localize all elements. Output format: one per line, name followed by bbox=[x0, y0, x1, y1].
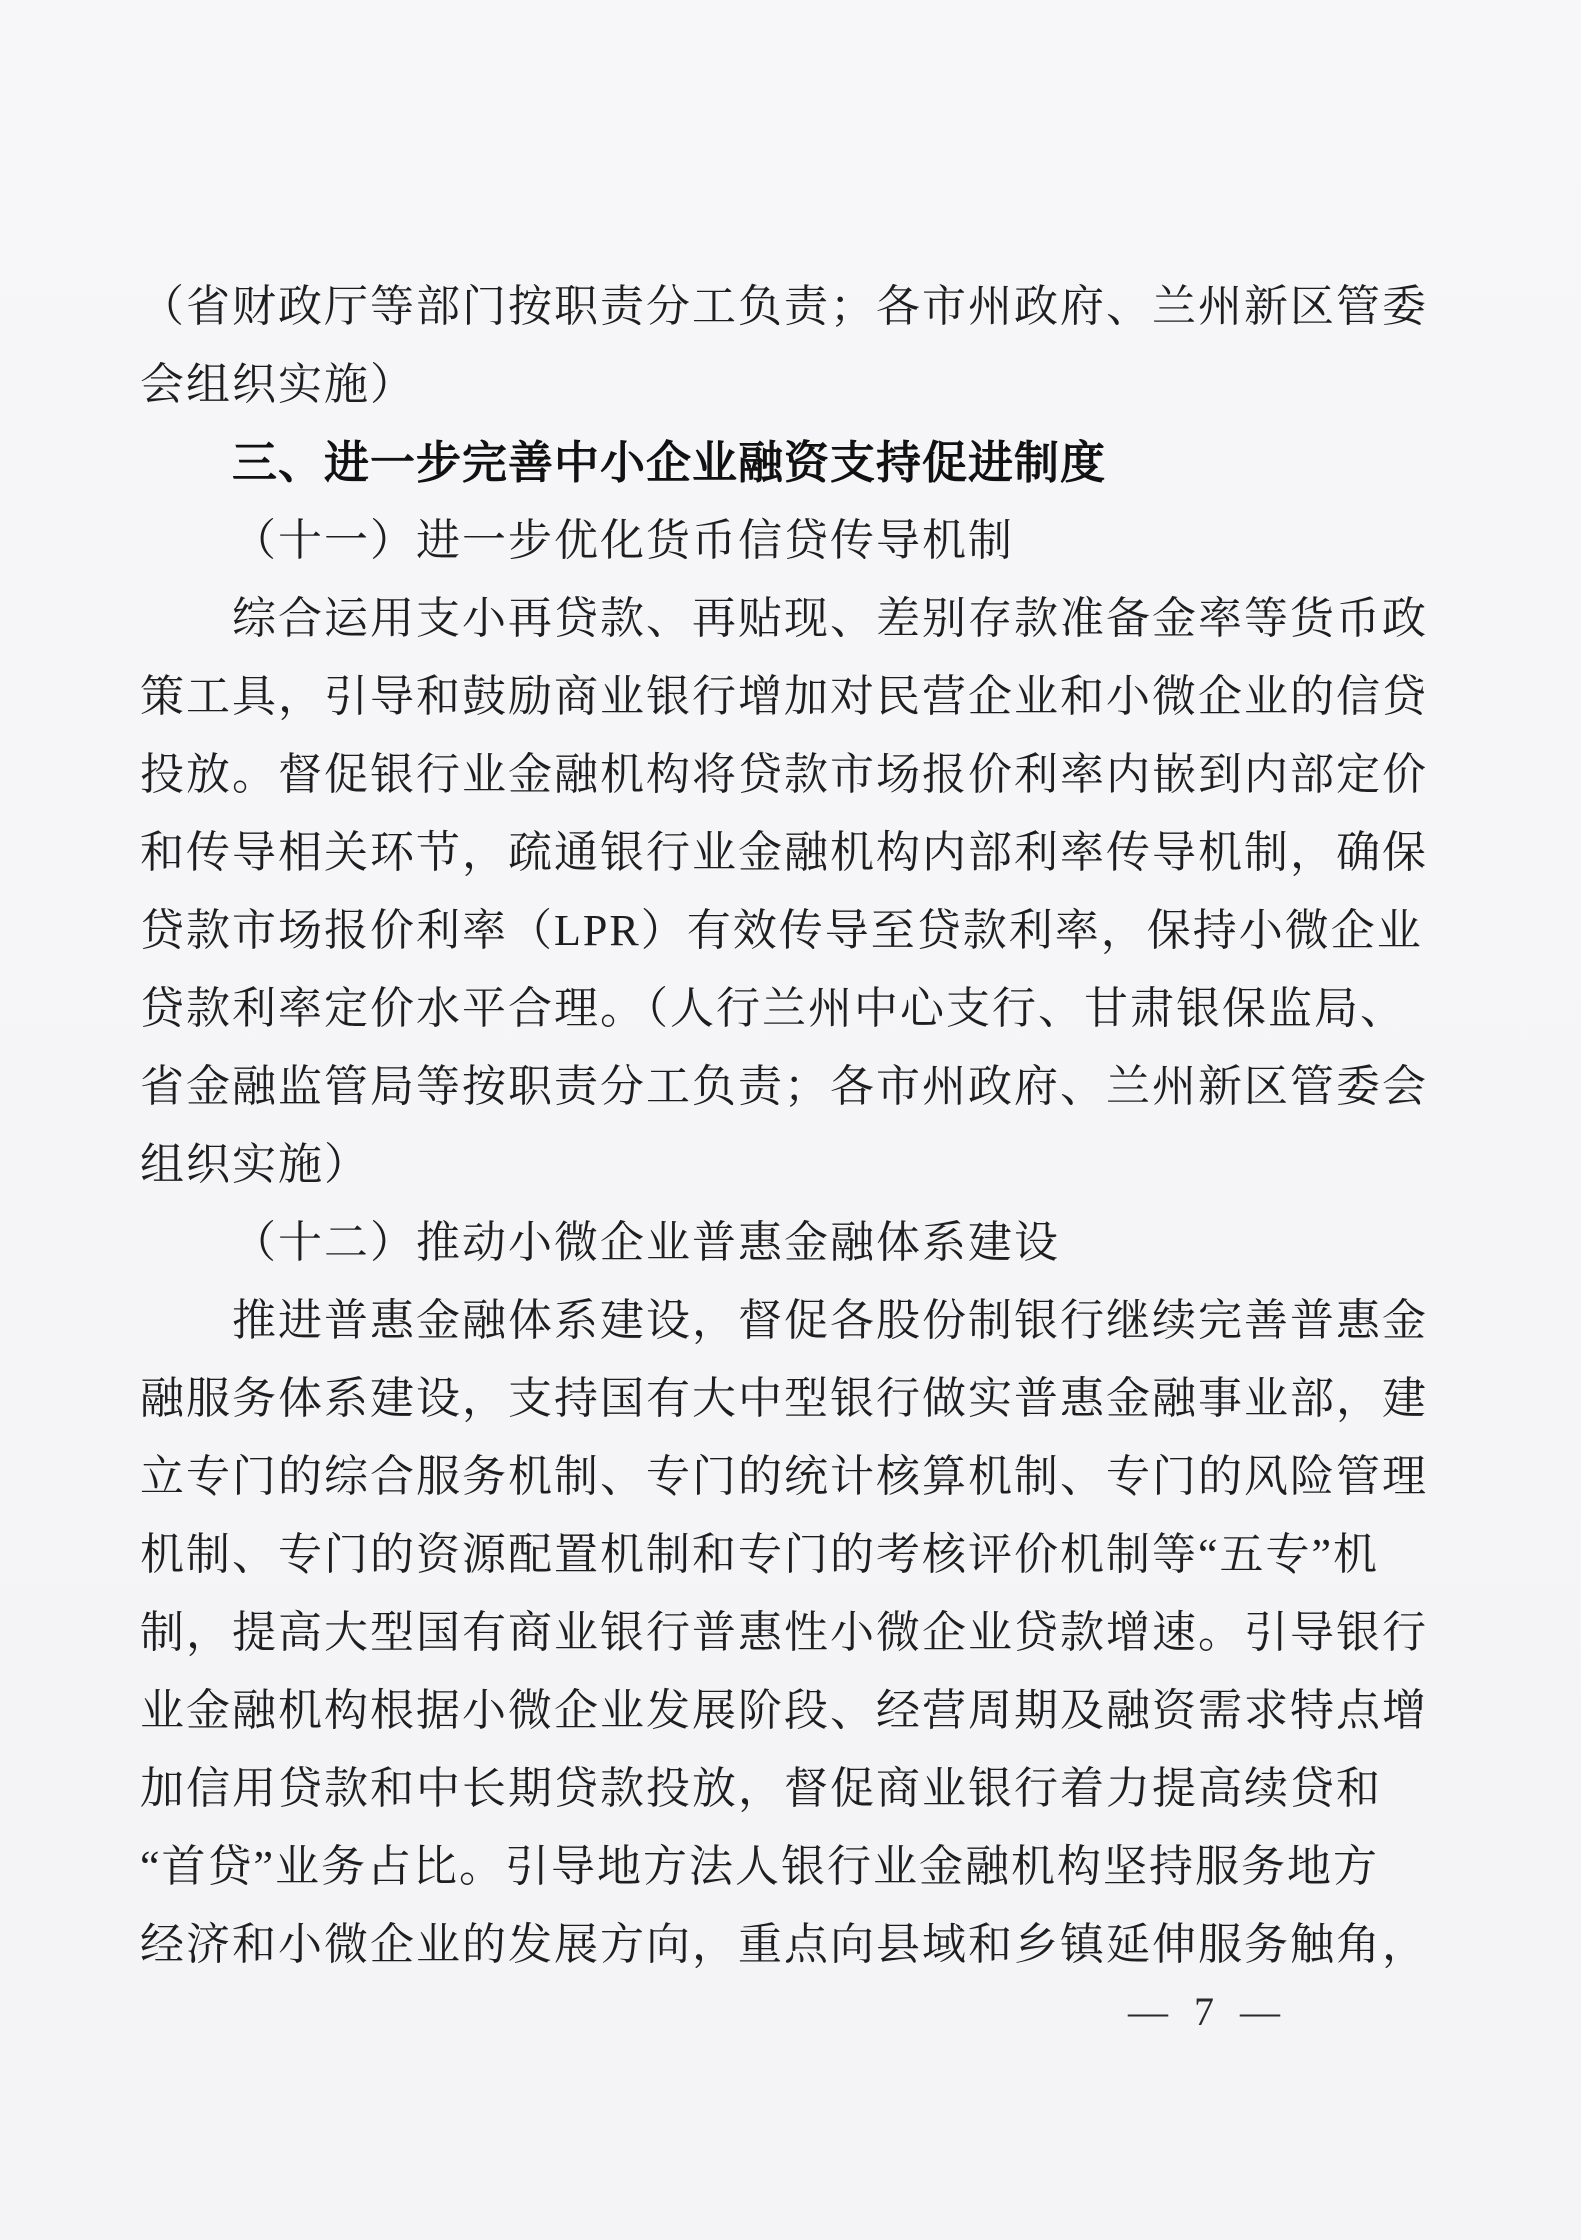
text-line: （十二）推动小微企业普惠金融体系建设 bbox=[232, 1218, 1060, 1267]
text-line: 策工具，引导和鼓励商业银行增加对民营企业和小微企业的信贷 bbox=[140, 672, 1428, 721]
text-line: 推进普惠金融体系建设，督促各股份制银行继续完善普惠金 bbox=[232, 1296, 1428, 1345]
text-line: 经济和小微企业的发展方向，重点向县域和乡镇延伸服务触角， bbox=[140, 1920, 1428, 1969]
text-line: （省财政厅等部门按职责分工负责；各市州政府、兰州新区管委 bbox=[140, 282, 1428, 331]
text-line: 制，提高大型国有商业银行普惠性小微企业贷款增速。引导银行 bbox=[140, 1608, 1428, 1657]
text-line: 省金融监管局等按职责分工负责；各市州政府、兰州新区管委会 bbox=[140, 1062, 1428, 1111]
text-line: 机制、专门的资源配置机制和专门的考核评价机制等“五专”机 bbox=[140, 1530, 1380, 1579]
page-number: — 7 — bbox=[1128, 1989, 1288, 2034]
text-line: 和传导相关环节，疏通银行业金融机构内部利率传导机制，确保 bbox=[140, 828, 1428, 877]
text-line: 业金融机构根据小微企业发展阶段、经营周期及融资需求特点增 bbox=[140, 1686, 1428, 1735]
document-body bbox=[140, 268, 1480, 1984]
text-line: 组织实施） bbox=[140, 1140, 370, 1189]
text-line: 投放。督促银行业金融机构将贷款市场报价利率内嵌到内部定价 bbox=[140, 750, 1428, 799]
text-line: 立专门的综合服务机制、专门的统计核算机制、专门的风险管理 bbox=[140, 1452, 1428, 1501]
text-line: 贷款市场报价利率（LPR）有效传导至贷款利率，保持小微企业 bbox=[140, 906, 1423, 955]
text-line: 贷款利率定价水平合理。（人行兰州中心支行、甘肃银保监局、 bbox=[140, 984, 1406, 1033]
text-line: 综合运用支小再贷款、再贴现、差别存款准备金率等货币政 bbox=[232, 594, 1428, 643]
text-line: 加信用贷款和中长期贷款投放，督促商业银行着力提高续贷和 bbox=[140, 1764, 1382, 1813]
text-line: 会组织实施） bbox=[140, 360, 416, 409]
text-line: “首贷”业务占比。引导地方法人银行业金融机构坚持服务地方 bbox=[140, 1842, 1380, 1891]
section-heading: 三、进一步完善中小企业融资支持促进制度 bbox=[232, 437, 1107, 488]
text-line: （十一）进一步优化货币信贷传导机制 bbox=[232, 516, 1014, 565]
text-line: 融服务体系建设，支持国有大中型银行做实普惠金融事业部，建 bbox=[140, 1374, 1428, 1423]
